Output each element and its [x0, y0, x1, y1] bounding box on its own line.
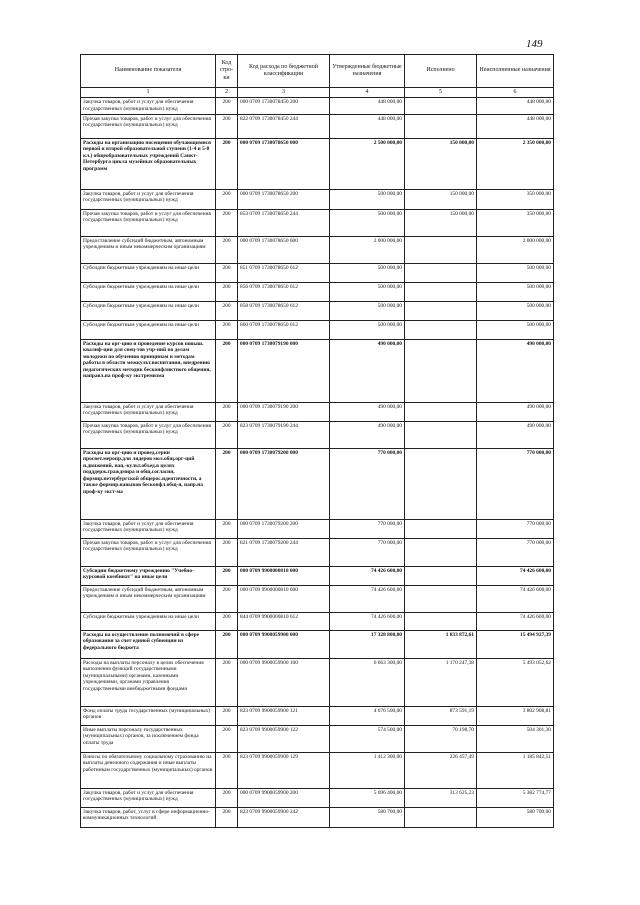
row-remaining: 3 802 908,81	[477, 706, 554, 725]
row-executed	[405, 263, 477, 282]
row-executed	[405, 320, 477, 339]
row-name: Субсидии бюджетному учреждению "Учебно-курсовой комбинат" на иные цели	[81, 566, 216, 585]
row-remaining: 770 000,00	[477, 538, 554, 566]
row-executed	[405, 448, 477, 519]
row-classification-code: 844 0709 9900000810 612	[238, 612, 330, 630]
row-line-code: 200	[216, 402, 238, 421]
row-remaining: 500 000,00	[477, 282, 554, 301]
table-body	[81, 98, 554, 827]
row-remaining: 2 000 000,00	[477, 236, 554, 263]
table-row	[81, 658, 554, 706]
row-name: Закупка товаров, работ и услуг для обеспечения государственных (муниципальных) нужд	[81, 788, 216, 807]
row-name: Прочая закупка товаров, работ и услуг для обеспечения государственных (муниципальных) нужд	[81, 209, 216, 236]
row-executed	[405, 585, 477, 612]
row-approved: 500 000,00	[330, 209, 405, 236]
row-executed	[405, 282, 477, 301]
table-row	[81, 807, 554, 827]
row-classification-code: 000 0709 1730078650 200	[238, 189, 330, 209]
row-classification-code: 000 0709 9900059900 000	[238, 630, 330, 658]
row-name: Расходы на выплаты персоналу в целях обеспечения выполнения функций государственными (муниципальными) органами, казенными учреждениями, органами управления государственными внебюджетными фондами	[81, 658, 216, 706]
row-line-code: 200	[216, 421, 238, 448]
row-approved: 770 000,00	[330, 519, 405, 538]
row-approved: 500 000,00	[330, 263, 405, 282]
table-row	[81, 301, 554, 320]
row-classification-code: 000 0709 9900059900 100	[238, 658, 330, 706]
row-executed: 226 457,49	[405, 752, 477, 788]
table-row	[81, 752, 554, 788]
table-row	[81, 402, 554, 421]
row-classification-code: 856 0709 1730078650 612	[238, 282, 330, 301]
row-line-code: 200	[216, 706, 238, 725]
header-row	[81, 55, 554, 88]
row-line-code: 200	[216, 339, 238, 402]
row-remaining: 580 700,00	[477, 807, 554, 827]
col-number: 1	[81, 88, 216, 98]
table-row	[81, 138, 554, 189]
row-classification-code: 822 0709 1730078450 244	[238, 114, 330, 138]
row-executed: 1 170 247,38	[405, 658, 477, 706]
row-approved: 500 000,00	[330, 189, 405, 209]
row-approved: 4 676 500,00	[330, 706, 405, 725]
row-line-code: 200	[216, 301, 238, 320]
row-name: Предоставление субсидий бюджетным, автономным учреждениям и иным некоммерческим организациям	[81, 236, 216, 263]
row-approved: 490 000,00	[330, 339, 405, 402]
table-row	[81, 236, 554, 263]
row-remaining: 500 000,00	[477, 263, 554, 282]
row-executed	[405, 566, 477, 585]
row-classification-code: 860 0709 1730078650 612	[238, 320, 330, 339]
row-executed: 873 591,19	[405, 706, 477, 725]
row-name: Субсидии бюджетным учреждениям на иные цели	[81, 320, 216, 339]
row-line-code: 200	[216, 519, 238, 538]
row-approved: 500 000,00	[330, 301, 405, 320]
row-name: Фонд оплаты труда государственных (муниципальных) органов	[81, 706, 216, 725]
row-executed	[405, 538, 477, 566]
row-remaining: 490 000,00	[477, 402, 554, 421]
row-line-code: 200	[216, 320, 238, 339]
row-name: Расходы на осуществление полномочий в сфере образования за счет единой субвенции из федерального бюджета	[81, 630, 216, 658]
row-name: Закупка товаров, работ, услуг в сфере информационно-коммуникационных технологий	[81, 807, 216, 827]
row-approved: 448 000,00	[330, 114, 405, 138]
row-remaining: 74 426 600,00	[477, 585, 554, 612]
row-classification-code: 858 0709 1730078650 612	[238, 301, 330, 320]
row-remaining: 5 382 774,77	[477, 788, 554, 807]
row-name: Иные выплаты персоналу государственных (муниципальных) органов, за исключением фонда оплаты труда	[81, 725, 216, 752]
row-name: Расходы на организацию посещения обучающимися первой и второй образовательной ступени (1-4 и 5-8 кл.) общеобразовательных учреждений Санкт-Петербурга цикла музейных образовательных программ	[81, 138, 216, 189]
row-executed: 150 000,00	[405, 138, 477, 189]
col-header-classification-code: Код расхода по бюджетной классификации	[238, 55, 330, 88]
row-executed: 313 625,23	[405, 788, 477, 807]
row-executed	[405, 519, 477, 538]
row-line-code: 200	[216, 189, 238, 209]
row-classification-code: 000 0709 1730078650 000	[238, 138, 330, 189]
row-executed	[405, 402, 477, 421]
row-classification-code: 851 0709 1730078650 612	[238, 263, 330, 282]
col-number: 2	[216, 88, 238, 98]
table-row	[81, 566, 554, 585]
row-remaining: 448 000,00	[477, 98, 554, 114]
row-name: Субсидии бюджетным учреждениям на иные цели	[81, 301, 216, 320]
row-executed	[405, 339, 477, 402]
row-line-code: 200	[216, 612, 238, 630]
table-row	[81, 339, 554, 402]
col-header-executed: Исполнено	[405, 55, 477, 88]
row-classification-code: 000 0709 9900000810 000	[238, 566, 330, 585]
row-approved: 448 000,00	[330, 98, 405, 114]
row-approved: 500 000,00	[330, 282, 405, 301]
row-name: Субсидии бюджетным учреждениям на иные цели	[81, 282, 216, 301]
col-number: 5	[405, 88, 477, 98]
table-row	[81, 585, 554, 612]
row-line-code: 200	[216, 448, 238, 519]
table-row	[81, 421, 554, 448]
row-executed	[405, 807, 477, 827]
row-name: Расходы на орг-цию и провед.серии просвет.меропр.для лидеров мол.общ.орг-ций и.движений, нац.-культ.объед.в целях подддерж.граждмира и общ.согласия, формир.петербургской общерос.идентичности, а также формир.навыков бесконфл.общ-я, напр.на проф-ку экст-ма	[81, 448, 216, 519]
table-row	[81, 114, 554, 138]
row-executed	[405, 236, 477, 263]
row-line-code: 200	[216, 98, 238, 114]
row-classification-code: 000 0709 1730079190 200	[238, 402, 330, 421]
row-remaining: 74 426 600,00	[477, 566, 554, 585]
row-classification-code: 000 0709 1730079200 000	[238, 448, 330, 519]
row-approved: 574 500,00	[330, 725, 405, 752]
row-remaining: 448 000,00	[477, 114, 554, 138]
row-line-code: 200	[216, 209, 238, 236]
row-classification-code: 821 0709 1730079200 244	[238, 538, 330, 566]
row-remaining: 490 000,00	[477, 421, 554, 448]
row-line-code: 200	[216, 658, 238, 706]
row-remaining: 350 000,00	[477, 209, 554, 236]
col-header-remaining: Неисполненные назначения	[477, 55, 554, 88]
row-classification-code: 823 0709 9900059900 121	[238, 706, 330, 725]
row-classification-code: 000 0709 9900059900 200	[238, 788, 330, 807]
row-name: Предоставление субсидий бюджетным, автономным учреждениям и иным некоммерческим организациям	[81, 585, 216, 612]
row-name: Закупка товаров, работ и услуг для обеспечения государственных (муниципальных) нужд	[81, 189, 216, 209]
table-row	[81, 725, 554, 752]
row-approved: 2 500 000,00	[330, 138, 405, 189]
row-remaining: 504 301,30	[477, 725, 554, 752]
col-number: 6	[477, 88, 554, 98]
row-approved: 74 426 600,00	[330, 612, 405, 630]
row-remaining: 5 493 052,62	[477, 658, 554, 706]
table-row	[81, 706, 554, 725]
row-executed	[405, 421, 477, 448]
table-row	[81, 630, 554, 658]
row-line-code: 200	[216, 566, 238, 585]
row-executed	[405, 114, 477, 138]
col-number: 3	[238, 88, 330, 98]
row-line-code: 200	[216, 630, 238, 658]
row-classification-code: 000 0709 1730078650 600	[238, 236, 330, 263]
table-row	[81, 788, 554, 807]
row-executed	[405, 612, 477, 630]
row-classification-code: 823 0709 1730079190 244	[238, 421, 330, 448]
row-name: Закупка товаров, работ и услуг для обеспечения государственных (муниципальных) нужд	[81, 519, 216, 538]
row-executed: 1 833 872,61	[405, 630, 477, 658]
table-row	[81, 320, 554, 339]
row-line-code: 200	[216, 138, 238, 189]
row-classification-code: 853 0709 1730078650 244	[238, 209, 330, 236]
budget-execution-table	[80, 54, 554, 828]
page-number: 149	[526, 38, 543, 50]
row-approved: 490 000,00	[330, 421, 405, 448]
col-header-name: Наименование показателя	[81, 55, 216, 88]
row-classification-code: 000 0709 1730079190 000	[238, 339, 330, 402]
row-approved: 74 426 600,00	[330, 585, 405, 612]
row-classification-code: 000 0709 1730078450 200	[238, 98, 330, 114]
row-remaining: 1 185 842,51	[477, 752, 554, 788]
row-line-code: 200	[216, 585, 238, 612]
row-line-code: 200	[216, 282, 238, 301]
row-name: Закупка товаров, работ и услуг для обеспечения государственных (муниципальных) нужд	[81, 98, 216, 114]
table-row	[81, 538, 554, 566]
row-classification-code: 000 0709 9900000810 600	[238, 585, 330, 612]
row-line-code: 200	[216, 538, 238, 566]
row-remaining: 2 350 000,00	[477, 138, 554, 189]
row-approved: 1 412 300,00	[330, 752, 405, 788]
row-name: Субсидии бюджетным учреждениям на иные цели	[81, 263, 216, 282]
row-remaining: 74 426 600,00	[477, 612, 554, 630]
row-name: Расходы на орг-цию и проведение курсов повыш. квалиф-ции для спец-тов учр-ний по делам молодежи по обучению принципам и методам работы в области межкульт.воспитания, внедрению педагогических методик бесконфликтного общения, направл.на проф-ку экстремизма	[81, 339, 216, 402]
row-remaining: 500 000,00	[477, 320, 554, 339]
table-row	[81, 612, 554, 630]
row-approved: 490 000,00	[330, 402, 405, 421]
row-line-code: 200	[216, 114, 238, 138]
row-line-code: 200	[216, 236, 238, 263]
row-name: Прочая закупка товаров, работ и услуг для обеспечения государственных (муниципальных) нужд	[81, 421, 216, 448]
table-row	[81, 282, 554, 301]
row-classification-code: 823 0709 9900059900 129	[238, 752, 330, 788]
row-remaining: 350 000,00	[477, 189, 554, 209]
row-remaining: 770 000,00	[477, 448, 554, 519]
row-remaining: 15 494 927,39	[477, 630, 554, 658]
row-approved: 17 328 800,00	[330, 630, 405, 658]
row-executed: 150 000,00	[405, 209, 477, 236]
row-approved: 74 426 600,00	[330, 566, 405, 585]
row-classification-code: 823 0709 9900059900 242	[238, 807, 330, 827]
table-row	[81, 263, 554, 282]
row-approved: 770 000,00	[330, 538, 405, 566]
row-approved: 2 000 000,00	[330, 236, 405, 263]
column-number-row	[81, 88, 554, 98]
col-header-line-code: Код стро-ки	[216, 55, 238, 88]
table-row	[81, 448, 554, 519]
table-row	[81, 98, 554, 114]
table-row	[81, 189, 554, 209]
row-name: Субсидии бюджетным учреждениям на иные цели	[81, 612, 216, 630]
row-remaining: 770 000,00	[477, 519, 554, 538]
row-executed	[405, 301, 477, 320]
col-header-approved: Утвержденные бюджетные назначения	[330, 55, 405, 88]
row-executed: 150 000,00	[405, 189, 477, 209]
row-classification-code: 000 0709 1730079200 200	[238, 519, 330, 538]
row-line-code: 200	[216, 807, 238, 827]
row-line-code: 200	[216, 263, 238, 282]
row-approved: 500 000,00	[330, 320, 405, 339]
row-approved: 580 700,00	[330, 807, 405, 827]
row-approved: 5 696 400,00	[330, 788, 405, 807]
row-name: Прочая закупка товаров, работ и услуг для обеспечения государственных (муниципальных) нужд	[81, 538, 216, 566]
col-number: 4	[330, 88, 405, 98]
row-line-code: 200	[216, 788, 238, 807]
row-line-code: 200	[216, 725, 238, 752]
row-line-code: 200	[216, 752, 238, 788]
row-name: Прочая закупка товаров, работ и услуг для обеспечения государственных (муниципальных) нужд	[81, 114, 216, 138]
row-name: Взносы по обязательному социальному страхованию на выплаты денежного содержания и иные выплаты работникам государственных (муниципальных) органов	[81, 752, 216, 788]
row-name: Закупка товаров, работ и услуг для обеспечения государственных (муниципальных) нужд	[81, 402, 216, 421]
row-approved: 6 663 300,00	[330, 658, 405, 706]
row-executed: 70 198,70	[405, 725, 477, 752]
table-row	[81, 519, 554, 538]
row-approved: 770 000,00	[330, 448, 405, 519]
row-executed	[405, 98, 477, 114]
row-remaining: 500 000,00	[477, 301, 554, 320]
row-classification-code: 823 0709 9900059900 122	[238, 725, 330, 752]
row-remaining: 490 000,00	[477, 339, 554, 402]
table-row	[81, 209, 554, 236]
